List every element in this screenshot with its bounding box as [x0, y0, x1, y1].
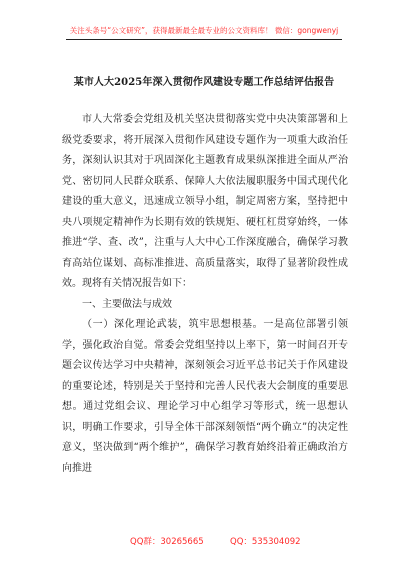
document-body — [62, 110, 348, 479]
document-title: 某市人大2025年深入贯彻作风建设专题工作总结评估报告 — [73, 77, 335, 88]
qq-number: QQ：535304092 — [230, 537, 301, 547]
intro-paragraph: 市人大常委会党组及机关坚决贯彻落实党中央决策部署和上级党委要求，将开展深入贯彻作风建设专题作为一项重大政治任务，深刻认识其对于巩固深化主题教育成果纵深推进全面从严治党、密切同人民群众联系、保障人大依法履职服务中国式现代化建设的重大意义，迅速成立领导小组，制定周密方案，坚持把中央八项规定精神作为长期有效的铁规矩、硬杠杠贯穿始终，一体推进“学、查、改”，注重与人大中心工作深度融合，确保学习教育高站位谋划、高标准推进、高质量落实，取得了显著阶段性成效。现将有关情况报告如下： — [62, 114, 348, 289]
header-note: 关注头条号“公文研究”，获得最新最全最专业的公文资料库！ 微信：gongwenyj — [69, 26, 339, 35]
section-heading: 一、主要做法与成效 — [82, 298, 172, 310]
qq-group-number: QQ群：30265665 — [130, 537, 204, 547]
header-divider — [66, 39, 342, 40]
body-paragraph: （一）深化理论武装，筑牢思想根基。一是高位部署引领学，强化政治自觉。常委会党组坚持以上率下，第一时间召开专题会议传达学习中央精神，深刻领会习近平总书记关于作风建设的重要论述，特别是关于坚持和完善人民代表大会制度的重要思想。通过党组会议、理论学习中心组学习等形式，统一思想认识，明确工作要求，引导全体干部深刻领悟“两个确立”的决定性意义，坚决做到“两个维护”，确保学习教育始终沿着正确政治方向推进 — [62, 319, 348, 474]
